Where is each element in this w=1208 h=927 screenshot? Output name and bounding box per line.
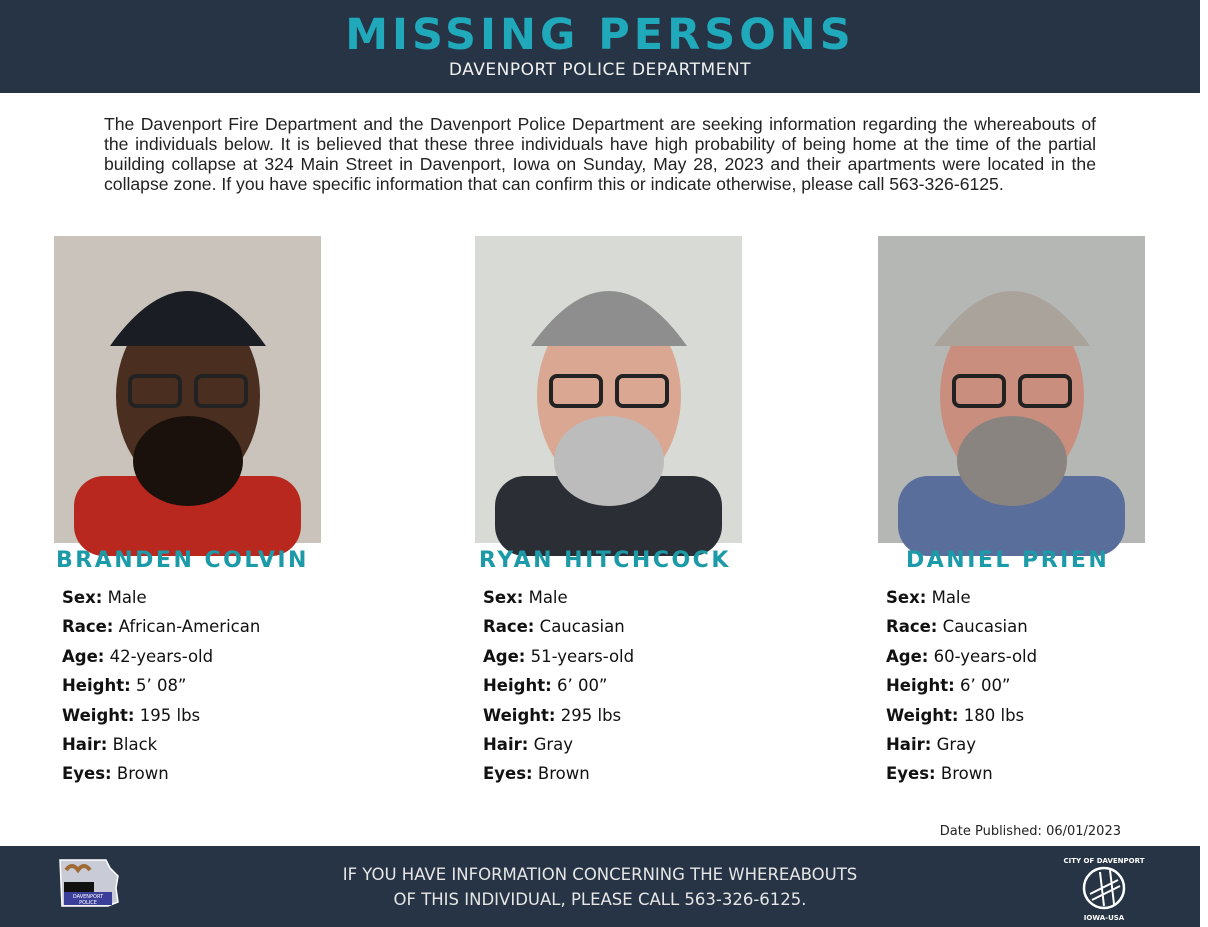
field-value: Brown <box>116 764 169 784</box>
field-age <box>62 647 260 676</box>
field-label: Hair: <box>483 734 529 754</box>
field-value: Caucasian <box>942 617 1028 637</box>
field-value: 180 lbs <box>963 705 1025 725</box>
field-eyes <box>886 764 1037 793</box>
field-weight <box>886 706 1037 735</box>
svg-text:IOWA-USA: IOWA-USA <box>1083 914 1125 922</box>
person-details <box>62 588 260 794</box>
person-photo <box>475 236 742 543</box>
field-age <box>886 647 1037 676</box>
svg-text:CITY OF DAVENPORT: CITY OF DAVENPORT <box>1063 857 1145 865</box>
field-race <box>483 617 634 646</box>
field-label: Age: <box>62 646 105 666</box>
field-label: Sex: <box>483 588 524 607</box>
field-value: Male <box>528 588 568 607</box>
footer-line-1: IF YOU HAVE INFORMATION CONCERNING THE WHEREABOUTS <box>342 865 858 884</box>
page-title: MISSING PERSONS <box>345 10 855 60</box>
person-photo <box>878 236 1145 543</box>
field-value: Black <box>112 734 158 754</box>
field-value: Brown <box>940 764 993 784</box>
person-card <box>475 236 805 784</box>
field-label: Weight: <box>886 705 959 725</box>
field-label: Hair: <box>62 734 108 754</box>
field-race <box>62 617 260 646</box>
field-label: Weight: <box>62 705 135 725</box>
svg-text:DAVENPORT: DAVENPORT <box>72 894 104 900</box>
field-value: Male <box>931 588 971 607</box>
field-height <box>886 676 1037 705</box>
field-value: Gray <box>533 734 574 754</box>
person-name: RYAN HITCHCOCK <box>479 548 731 573</box>
field-height <box>483 676 634 705</box>
field-value: 6’ 00” <box>556 676 608 696</box>
field-label: Height: <box>886 676 955 696</box>
date-published: Date Published: 06/01/2023 <box>939 824 1121 839</box>
field-height <box>62 676 260 705</box>
field-label: Race: <box>483 617 535 637</box>
person-card <box>878 236 1208 784</box>
field-weight <box>62 706 260 735</box>
field-hair <box>483 735 634 764</box>
field-label: Eyes: <box>483 764 533 784</box>
field-label: Height: <box>483 676 552 696</box>
field-weight <box>483 706 634 735</box>
footer-message <box>0 862 1200 912</box>
field-value: 42-years-old <box>109 646 214 666</box>
field-label: Eyes: <box>886 764 936 784</box>
field-label: Eyes: <box>62 764 112 784</box>
field-value: African-American <box>118 617 261 637</box>
footer-line-2: OF THIS INDIVIDUAL, PLEASE CALL 563-326-6125. <box>393 890 807 909</box>
field-value: 5’ 08” <box>135 676 187 696</box>
field-value: 60-years-old <box>933 646 1038 666</box>
field-label: Sex: <box>62 588 103 607</box>
field-label: Weight: <box>483 705 556 725</box>
intro-paragraph: The Davenport Fire Department and the Davenport Police Department are seeking information regarding the whereabouts of the individuals below. It is believed that these three individuals have high probability of being home at the time of the partial building collapse at 324 Main Street in Davenport, Iowa on Sunday, May 28, 2023 and their apartments were located in the collapse zone. If you have specific information that can confirm this or indicate otherwise, please call 563-326-6125. <box>104 114 1096 194</box>
field-value: Gray <box>936 734 977 754</box>
person-details <box>886 588 1037 794</box>
field-label: Age: <box>483 646 526 666</box>
person-details <box>483 588 634 794</box>
field-label: Sex: <box>886 588 927 607</box>
field-label: Hair: <box>886 734 932 754</box>
field-value: Brown <box>537 764 590 784</box>
field-label: Race: <box>886 617 938 637</box>
field-label: Height: <box>62 676 131 696</box>
field-value: 295 lbs <box>560 705 622 725</box>
person-name: DANIEL PRIEN <box>906 548 1110 573</box>
header <box>0 0 1200 93</box>
field-value: 6’ 00” <box>959 676 1011 696</box>
field-value: 51-years-old <box>530 646 635 666</box>
field-hair <box>886 735 1037 764</box>
footer <box>0 846 1200 927</box>
field-hair <box>62 735 260 764</box>
field-value: 195 lbs <box>139 705 201 725</box>
field-value: Male <box>107 588 147 607</box>
page-subtitle: DAVENPORT POLICE DEPARTMENT <box>448 60 752 80</box>
field-race <box>886 617 1037 646</box>
person-card <box>54 236 384 784</box>
svg-text:POLICE: POLICE <box>79 900 97 906</box>
field-age <box>483 647 634 676</box>
field-value: Caucasian <box>539 617 625 637</box>
field-label: Race: <box>62 617 114 637</box>
person-name: BRANDEN COLVIN <box>56 548 309 573</box>
field-sex <box>483 588 634 617</box>
field-sex <box>886 588 1037 617</box>
field-eyes <box>62 764 260 793</box>
person-photo <box>54 236 321 543</box>
field-eyes <box>483 764 634 793</box>
field-sex <box>62 588 260 617</box>
city-seal-logo <box>1063 854 1145 922</box>
field-label: Age: <box>886 646 929 666</box>
